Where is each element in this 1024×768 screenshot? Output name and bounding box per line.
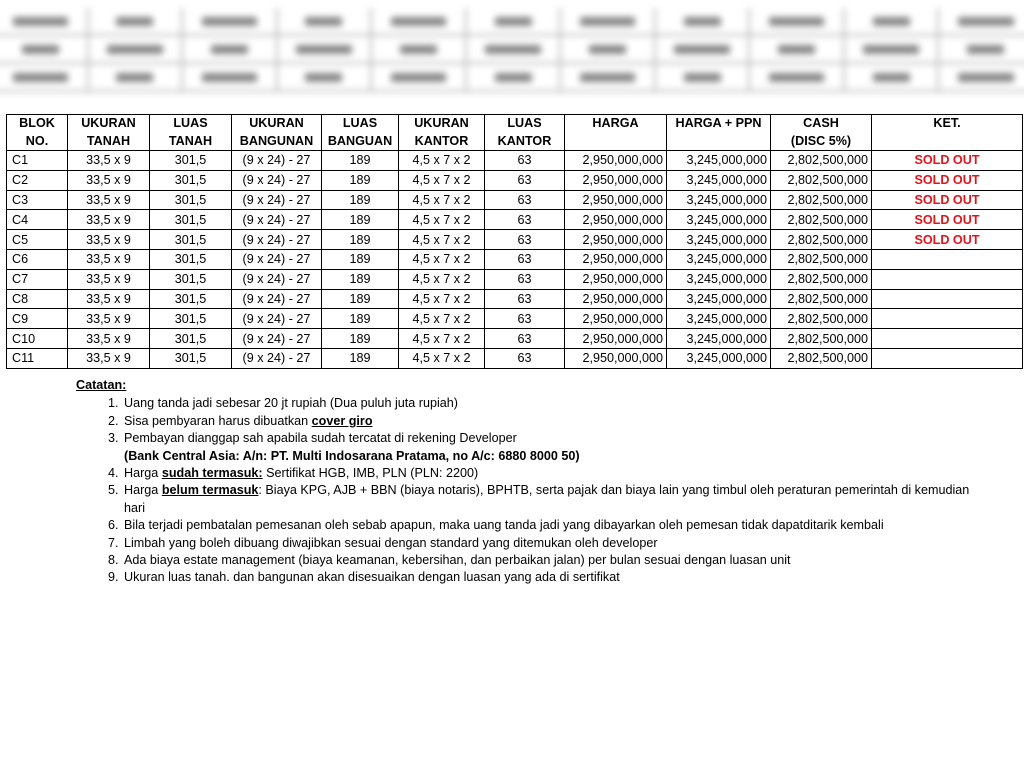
table-cell: 189 xyxy=(322,249,399,269)
table-cell: (9 x 24) - 27 xyxy=(232,289,322,309)
table-cell: 63 xyxy=(485,329,565,349)
column-header: TANAH xyxy=(68,133,150,151)
table-cell: 301,5 xyxy=(150,269,232,289)
table-cell: 189 xyxy=(322,151,399,171)
column-header: BANGUNAN xyxy=(232,133,322,151)
table-cell: 2,802,500,000 xyxy=(771,329,872,349)
note-text: Sertifikat HGB, IMB, PLN (PLN: 2200) xyxy=(262,466,479,481)
table-cell: 4,5 x 7 x 2 xyxy=(399,230,485,250)
column-header: NO. xyxy=(7,133,68,151)
note-text: Harga xyxy=(124,466,162,481)
table-cell: 2,802,500,000 xyxy=(771,348,872,368)
table-cell: 2,802,500,000 xyxy=(771,190,872,210)
table-cell: (9 x 24) - 27 xyxy=(232,190,322,210)
note-item xyxy=(122,569,976,586)
table-cell: 3,245,000,000 xyxy=(667,230,771,250)
table-cell: C9 xyxy=(7,309,68,329)
note-item xyxy=(122,482,976,517)
table-cell: C6 xyxy=(7,249,68,269)
table-cell: 4,5 x 7 x 2 xyxy=(399,269,485,289)
note-item xyxy=(122,535,976,552)
table-cell: (9 x 24) - 27 xyxy=(232,249,322,269)
table-cell: 33,5 x 9 xyxy=(68,329,150,349)
table-cell: 301,5 xyxy=(150,348,232,368)
column-header: LUAS xyxy=(485,115,565,133)
note-item xyxy=(122,465,976,482)
status-cell xyxy=(872,249,1023,269)
note-text: Bila terjadi pembatalan pemesanan oleh sebab apapun, maka uang tanda jadi yang dibayarkan oleh pemesan tidak dapatditarik kembali xyxy=(124,518,884,533)
table-cell: 3,245,000,000 xyxy=(667,329,771,349)
notes-title: Catatan: xyxy=(76,378,127,392)
table-cell: 2,950,000,000 xyxy=(565,170,667,190)
table-cell: 2,950,000,000 xyxy=(565,289,667,309)
table-cell: 63 xyxy=(485,289,565,309)
table-cell: 189 xyxy=(322,190,399,210)
table-cell: 4,5 x 7 x 2 xyxy=(399,329,485,349)
table-cell: 3,245,000,000 xyxy=(667,309,771,329)
table-cell: 301,5 xyxy=(150,190,232,210)
table-row xyxy=(7,269,1023,289)
table-cell: 63 xyxy=(485,269,565,289)
table-cell: C1 xyxy=(7,151,68,171)
table-cell: C5 xyxy=(7,230,68,250)
table-cell: (9 x 24) - 27 xyxy=(232,230,322,250)
table-cell: 189 xyxy=(322,329,399,349)
column-header: UKURAN xyxy=(232,115,322,133)
table-cell: C2 xyxy=(7,170,68,190)
table-cell: 2,802,500,000 xyxy=(771,210,872,230)
table-cell: 2,802,500,000 xyxy=(771,151,872,171)
table-cell: (9 x 24) - 27 xyxy=(232,348,322,368)
note-text: cover giro xyxy=(311,413,373,428)
table-cell: 3,245,000,000 xyxy=(667,151,771,171)
note-text: Uang tanda jadi sebesar 20 jt rupiah (Dua puluh juta rupiah) xyxy=(124,396,458,411)
note-text: Ukuran luas tanah. dan bangunan akan disesuaikan dengan luasan yang ada di sertifikat xyxy=(124,570,620,585)
table-cell: 33,5 x 9 xyxy=(68,309,150,329)
table-cell: 189 xyxy=(322,210,399,230)
blurred-previous-table-header xyxy=(0,0,1024,100)
column-header: KET. xyxy=(872,115,1023,133)
table-row xyxy=(7,309,1023,329)
table-cell: 301,5 xyxy=(150,230,232,250)
table-cell: 301,5 xyxy=(150,329,232,349)
column-header: KANTOR xyxy=(399,133,485,151)
table-cell: 33,5 x 9 xyxy=(68,269,150,289)
table-cell: 4,5 x 7 x 2 xyxy=(399,249,485,269)
table-cell: 63 xyxy=(485,230,565,250)
table-row xyxy=(7,190,1023,210)
table-row xyxy=(7,151,1023,171)
table-cell: 4,5 x 7 x 2 xyxy=(399,309,485,329)
table-cell: 3,245,000,000 xyxy=(667,249,771,269)
status-cell: SOLD OUT xyxy=(872,210,1023,230)
table-cell: 33,5 x 9 xyxy=(68,230,150,250)
table-cell: C10 xyxy=(7,329,68,349)
table-cell: 2,950,000,000 xyxy=(565,348,667,368)
price-list-table xyxy=(6,114,1023,369)
notes-list xyxy=(76,395,976,586)
column-header xyxy=(667,133,771,151)
table-cell: 301,5 xyxy=(150,151,232,171)
table-row xyxy=(7,170,1023,190)
column-header: KANTOR xyxy=(485,133,565,151)
table-cell: 301,5 xyxy=(150,170,232,190)
table-cell: 189 xyxy=(322,289,399,309)
column-header: UKURAN xyxy=(68,115,150,133)
table-cell: 2,950,000,000 xyxy=(565,230,667,250)
column-header: BLOK xyxy=(7,115,68,133)
table-cell: C8 xyxy=(7,289,68,309)
column-header: HARGA + PPN xyxy=(667,115,771,133)
note-text: Harga xyxy=(124,483,162,498)
column-header xyxy=(565,133,667,151)
table-cell: 2,802,500,000 xyxy=(771,230,872,250)
bank-account-info: (Bank Central Asia: A/n: PT. Multi Indosarana Pratama, no A/c: 6880 8000 50) xyxy=(124,448,580,463)
table-row xyxy=(7,249,1023,269)
table-cell: 33,5 x 9 xyxy=(68,348,150,368)
note-item xyxy=(122,395,976,412)
table-cell: 4,5 x 7 x 2 xyxy=(399,289,485,309)
table-cell: 33,5 x 9 xyxy=(68,190,150,210)
note-item xyxy=(122,413,976,430)
column-header xyxy=(872,133,1023,151)
table-cell: 4,5 x 7 x 2 xyxy=(399,210,485,230)
table-cell: 2,802,500,000 xyxy=(771,249,872,269)
note-text: Limbah yang boleh dibuang diwajibkan sesuai dengan standard yang ditemukan oleh developer xyxy=(124,535,658,550)
table-cell: C11 xyxy=(7,348,68,368)
note-text: Pembayan dianggap sah apabila sudah tercatat di rekening Developer xyxy=(124,431,517,446)
table-cell: 63 xyxy=(485,151,565,171)
table-cell: 2,950,000,000 xyxy=(565,309,667,329)
table-cell: 33,5 x 9 xyxy=(68,170,150,190)
table-row xyxy=(7,348,1023,368)
table-cell: C7 xyxy=(7,269,68,289)
status-cell: SOLD OUT xyxy=(872,151,1023,171)
table-cell: (9 x 24) - 27 xyxy=(232,329,322,349)
notes-section xyxy=(76,377,976,587)
status-cell xyxy=(872,348,1023,368)
table-cell: 2,950,000,000 xyxy=(565,210,667,230)
table-cell: 301,5 xyxy=(150,289,232,309)
table-cell: 189 xyxy=(322,348,399,368)
table-cell: 189 xyxy=(322,309,399,329)
note-text: Sisa pembyaran harus dibuatkan xyxy=(124,413,312,428)
table-cell: (9 x 24) - 27 xyxy=(232,269,322,289)
column-header: CASH xyxy=(771,115,872,133)
note-item xyxy=(122,430,976,465)
status-cell xyxy=(872,269,1023,289)
table-cell: 63 xyxy=(485,170,565,190)
table-cell: 33,5 x 9 xyxy=(68,249,150,269)
note-item xyxy=(122,517,976,534)
table-cell: 301,5 xyxy=(150,249,232,269)
table-cell: 189 xyxy=(322,170,399,190)
table-cell: 2,802,500,000 xyxy=(771,289,872,309)
table-cell: (9 x 24) - 27 xyxy=(232,210,322,230)
table-cell: 189 xyxy=(322,269,399,289)
table-row xyxy=(7,210,1023,230)
table-cell: (9 x 24) - 27 xyxy=(232,170,322,190)
table-cell: 3,245,000,000 xyxy=(667,348,771,368)
column-header: LUAS xyxy=(150,115,232,133)
table-cell: 3,245,000,000 xyxy=(667,269,771,289)
note-text: : Biaya KPG, AJB + BBN (biaya notaris), BPHTB, serta pajak dan biaya lain yang timbul oleh peraturan pemerintah di kemudian hari xyxy=(124,483,970,515)
table-cell: 2,802,500,000 xyxy=(771,170,872,190)
table-cell: 3,245,000,000 xyxy=(667,210,771,230)
column-header: BANGUAN xyxy=(322,133,399,151)
status-cell: SOLD OUT xyxy=(872,170,1023,190)
table-cell: C4 xyxy=(7,210,68,230)
status-cell xyxy=(872,309,1023,329)
column-header: HARGA xyxy=(565,115,667,133)
table-cell: 4,5 x 7 x 2 xyxy=(399,170,485,190)
table-cell: (9 x 24) - 27 xyxy=(232,309,322,329)
column-header: UKURAN xyxy=(399,115,485,133)
table-cell: 2,802,500,000 xyxy=(771,309,872,329)
column-header: LUAS xyxy=(322,115,399,133)
table-cell: 2,950,000,000 xyxy=(565,249,667,269)
table-cell: 3,245,000,000 xyxy=(667,289,771,309)
table-row xyxy=(7,289,1023,309)
table-cell: 2,950,000,000 xyxy=(565,151,667,171)
table-cell: 63 xyxy=(485,210,565,230)
note-text: belum termasuk xyxy=(161,483,259,498)
note-text: sudah termasuk: xyxy=(161,466,263,481)
table-cell: (9 x 24) - 27 xyxy=(232,151,322,171)
table-cell: 63 xyxy=(485,348,565,368)
status-cell: SOLD OUT xyxy=(872,230,1023,250)
table-cell: 301,5 xyxy=(150,210,232,230)
table-cell: 2,950,000,000 xyxy=(565,269,667,289)
table-cell: 63 xyxy=(485,249,565,269)
table-row xyxy=(7,329,1023,349)
table-cell: 2,950,000,000 xyxy=(565,329,667,349)
status-cell xyxy=(872,329,1023,349)
column-header: TANAH xyxy=(150,133,232,151)
status-cell xyxy=(872,289,1023,309)
table-cell: 33,5 x 9 xyxy=(68,151,150,171)
status-cell: SOLD OUT xyxy=(872,190,1023,210)
note-item xyxy=(122,552,976,569)
note-text: Ada biaya estate management (biaya keamanan, kebersihan, dan perbaikan jalan) per bulan sesuai dengan luasan unit xyxy=(124,553,791,568)
table-cell: 33,5 x 9 xyxy=(68,210,150,230)
table-row xyxy=(7,230,1023,250)
table-cell: 4,5 x 7 x 2 xyxy=(399,348,485,368)
table-cell: 301,5 xyxy=(150,309,232,329)
table-cell: 189 xyxy=(322,230,399,250)
table-cell: 63 xyxy=(485,190,565,210)
table-cell: 2,802,500,000 xyxy=(771,269,872,289)
table-cell: 2,950,000,000 xyxy=(565,190,667,210)
table-cell: 63 xyxy=(485,309,565,329)
table-cell: C3 xyxy=(7,190,68,210)
table-cell: 33,5 x 9 xyxy=(68,289,150,309)
table-cell: 4,5 x 7 x 2 xyxy=(399,190,485,210)
table-cell: 3,245,000,000 xyxy=(667,170,771,190)
table-cell: 4,5 x 7 x 2 xyxy=(399,151,485,171)
column-header: (DISC 5%) xyxy=(771,133,872,151)
table-cell: 3,245,000,000 xyxy=(667,190,771,210)
